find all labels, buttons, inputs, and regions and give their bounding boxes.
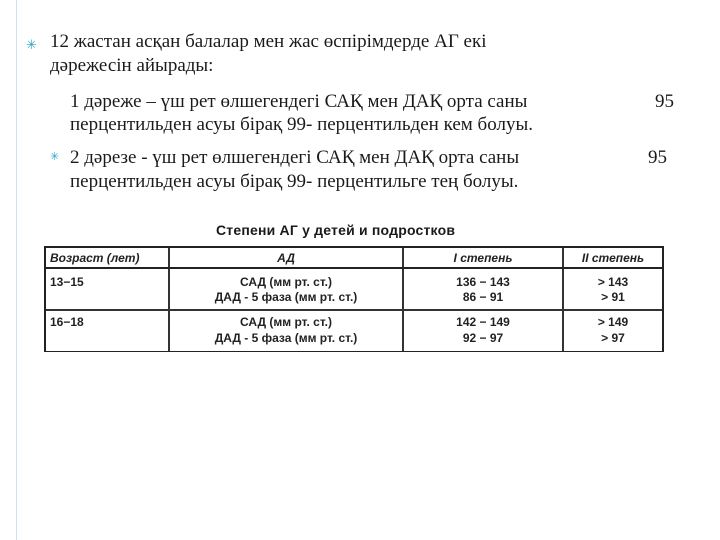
table-row-2-degree-2-sad: > 149 bbox=[597, 315, 629, 329]
table-row-1-degree-2-sad: > 143 bbox=[597, 275, 629, 289]
slide-left-rule bbox=[16, 0, 17, 540]
ag-degrees-table bbox=[44, 246, 664, 352]
column-header-degree-2: II степень bbox=[581, 251, 645, 265]
table-row-1-degree-1-dad: 86 − 91 bbox=[462, 290, 504, 304]
column-header-age: Возраст (лет) bbox=[50, 251, 140, 265]
main-bullet-line-1: 12 жастан асқан балалар мен жас өспірімдерде АГ екі bbox=[50, 31, 487, 52]
table-row-2-ad-sad: САД (мм рт. ст.) bbox=[240, 315, 332, 329]
table-header-divider bbox=[46, 267, 662, 269]
table-row-2-degree-1-dad: 92 − 97 bbox=[462, 331, 504, 345]
table-row-divider bbox=[46, 309, 662, 311]
table-row-1-degree-1-sad: 136 − 143 bbox=[456, 275, 510, 289]
table-row-2-degree-1-sad: 142 − 149 bbox=[456, 315, 510, 329]
sub-bullet-2-value: 95 bbox=[648, 147, 667, 168]
column-header-ad: АД bbox=[277, 251, 295, 265]
sub-bullet-2-line-2: перцентильден асуы бірақ 99- перцентильге тең болуы. bbox=[70, 171, 519, 192]
sub-bullet-1-line-1: 1 дәреже – үш рет өлшегендегі САҚ мен ДАҚ орта саны bbox=[70, 91, 528, 112]
table-row-2-degree-2-dad: > 97 bbox=[601, 331, 625, 345]
sub-bullet-1-value: 95 bbox=[655, 91, 674, 112]
table-row-1-ad-dad: ДАД - 5 фаза (мм рт. ст.) bbox=[214, 290, 358, 304]
sub-bullet-1-line-2: перцентильден асуы бірақ 99- перцентильден кем болуы. bbox=[70, 114, 533, 135]
table-row-1-age: 13−15 bbox=[50, 275, 84, 289]
figure-title: Степени АГ у детей и подростков bbox=[216, 222, 456, 238]
sub-bullet-2-line-1: 2 дәрезе - үш рет өлшегендегі САҚ мен ДАҚ орта саны bbox=[70, 147, 520, 168]
main-bullet-line-2: дәрежесін айырады: bbox=[50, 55, 214, 76]
table-row-1-ad-sad: САД (мм рт. ст.) bbox=[240, 275, 332, 289]
asterisk-bullet-icon: ✳ bbox=[50, 151, 60, 163]
column-header-degree-1: I степень bbox=[453, 251, 513, 265]
table-row-1-degree-2-dad: > 91 bbox=[601, 290, 625, 304]
table-row-2-ad-dad: ДАД - 5 фаза (мм рт. ст.) bbox=[214, 331, 358, 345]
asterisk-bullet-icon: ✳ bbox=[26, 37, 37, 52]
table-row-2-age: 16−18 bbox=[50, 315, 84, 329]
